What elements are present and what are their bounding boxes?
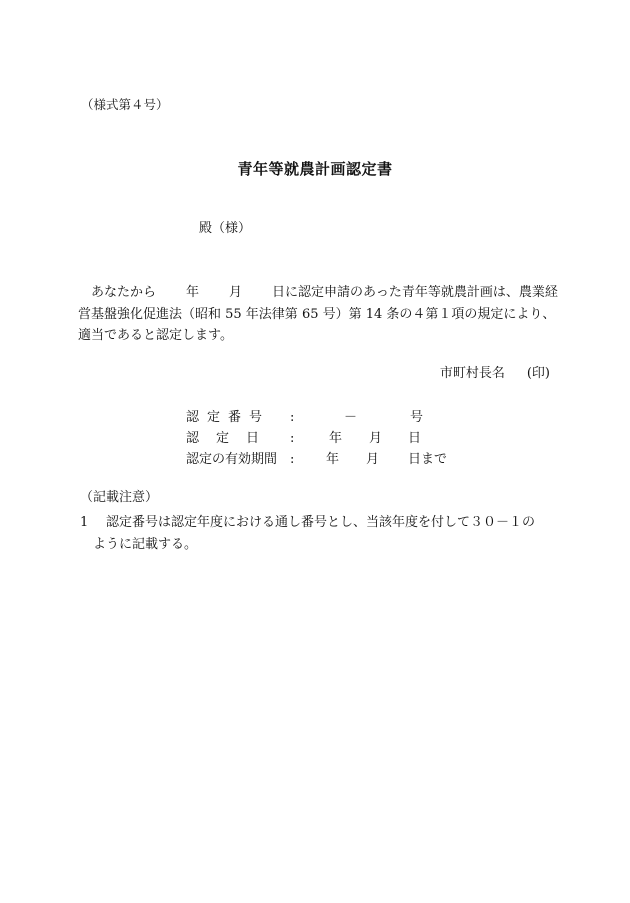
period-year: 年 xyxy=(326,452,340,467)
body-text-day-rest: 日に認定申請のあった青年等就農計画は、農業経 xyxy=(272,285,558,300)
certification-body xyxy=(78,282,558,347)
validity-period-label: 認定の有効期間 xyxy=(186,452,278,467)
body-line-2: 営基盤強化促進法（昭和 55 年法律第 65 号）第 14 条の４第１項の規定により、 xyxy=(78,306,556,322)
note-item-number: 1 xyxy=(80,515,89,530)
number-suffix: 号 xyxy=(410,410,424,425)
date-year: 年 xyxy=(329,431,343,446)
number-dash: － xyxy=(344,410,358,425)
colon: : xyxy=(290,431,295,446)
note-item xyxy=(80,512,560,555)
addressee: 殿（様） xyxy=(199,221,252,236)
body-text-month: 月 xyxy=(229,285,243,300)
note-item-line-2: ように記載する。 xyxy=(93,536,198,552)
mayor-name-label: 市町村長名 xyxy=(439,366,505,381)
form-number: （様式第４号） xyxy=(81,97,169,112)
colon: : xyxy=(290,452,295,467)
body-line-3: 適当であると認定します。 xyxy=(78,328,233,343)
notes-heading: （記載注意） xyxy=(80,490,159,505)
date-month: 月 xyxy=(369,431,383,446)
date-day: 日 xyxy=(408,431,422,446)
certification-date-label: 認定日 xyxy=(186,431,277,446)
mayor-signature-line xyxy=(440,366,550,382)
body-line-1 xyxy=(78,282,558,304)
note-item-line-1: 認定番号は認定年度における通し番号とし、当該年度を付して３０－１の xyxy=(106,515,536,530)
document-title: 青年等就農計画認定書 xyxy=(237,160,393,178)
period-month: 月 xyxy=(366,452,380,467)
seal-mark: (印) xyxy=(526,366,550,381)
certification-number-label: 認定番号 xyxy=(186,410,271,425)
body-text-year: 年 xyxy=(186,285,200,300)
colon: : xyxy=(290,410,295,425)
period-until: 日まで xyxy=(408,452,448,467)
body-text-from: あなたから xyxy=(91,285,157,300)
